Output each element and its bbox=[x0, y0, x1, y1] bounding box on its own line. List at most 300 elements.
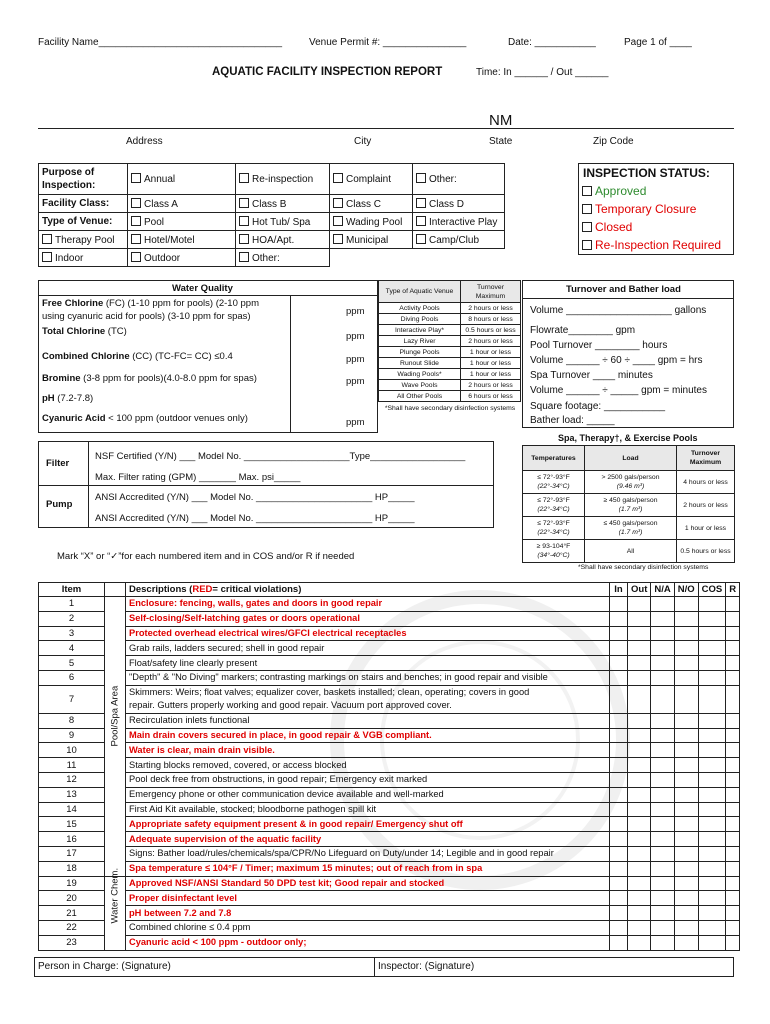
checkbox-icon[interactable] bbox=[131, 216, 141, 226]
water-quality-title: Water Quality bbox=[172, 283, 233, 294]
item-description: Adequate supervision of the aquatic facility bbox=[126, 832, 610, 847]
mark-in-cell[interactable] bbox=[610, 891, 628, 906]
mark-r-cell[interactable] bbox=[726, 685, 740, 713]
mark-no-cell[interactable] bbox=[674, 891, 698, 906]
bromine-ppm[interactable]: ppm bbox=[346, 376, 365, 387]
status-approved[interactable]: Approved bbox=[582, 184, 646, 198]
pump-label: Pump bbox=[46, 499, 73, 510]
bather-load-header-line bbox=[522, 298, 734, 299]
mark-out-cell[interactable] bbox=[628, 758, 651, 773]
item-number: 11 bbox=[39, 758, 105, 773]
turnover-table bbox=[378, 280, 522, 414]
mark-na-cell[interactable] bbox=[651, 772, 674, 787]
item-description: Signs: Bather load/rules/chemicals/spa/CPR/No Lifeguard on Duty/under 14; Legible and in good repair bbox=[126, 846, 610, 861]
status-temporary-closure[interactable]: Temporary Closure bbox=[582, 202, 696, 216]
turnover-col-venue: Type of Aquatic Venue bbox=[379, 281, 461, 303]
checklist-row bbox=[39, 743, 740, 758]
checkbox-icon[interactable] bbox=[239, 234, 249, 244]
spa-turnover-field[interactable]: Spa Turnover ____ minutes bbox=[530, 370, 653, 381]
reinspection-option[interactable]: Re-inspection bbox=[236, 164, 330, 195]
mark-r-cell[interactable] bbox=[726, 817, 740, 832]
checkbox-icon[interactable] bbox=[416, 234, 426, 244]
checklist-row bbox=[39, 832, 740, 847]
class-a-option[interactable]: Class A bbox=[128, 195, 236, 213]
item-number: 13 bbox=[39, 787, 105, 802]
checklist-row bbox=[39, 772, 740, 787]
mark-out-cell[interactable] bbox=[628, 802, 651, 817]
status-reinspection-required[interactable]: Re-Inspection Required bbox=[582, 238, 721, 252]
mark-cos-cell[interactable] bbox=[698, 685, 726, 713]
mark-in-cell[interactable] bbox=[610, 876, 628, 891]
purpose-grid bbox=[38, 163, 505, 267]
mark-cos-cell[interactable] bbox=[698, 597, 726, 612]
mark-out-cell[interactable] bbox=[628, 713, 651, 728]
mark-in-cell[interactable] bbox=[610, 817, 628, 832]
mark-in-cell[interactable] bbox=[610, 906, 628, 921]
mark-no-cell[interactable] bbox=[674, 641, 698, 656]
cos-header: COS bbox=[698, 583, 726, 597]
spa-temp-cell: ≥ 93-104°F (34°-40°C) bbox=[523, 540, 585, 563]
checkbox-icon[interactable] bbox=[131, 198, 141, 208]
out-header: Out bbox=[628, 583, 651, 597]
class-b-option[interactable]: Class B bbox=[236, 195, 330, 213]
mark-no-cell[interactable] bbox=[674, 906, 698, 921]
mark-cos-cell[interactable] bbox=[698, 626, 726, 641]
mark-cos-cell[interactable] bbox=[698, 670, 726, 685]
annual-option[interactable]: Annual bbox=[128, 164, 236, 195]
mark-na-cell[interactable] bbox=[651, 611, 674, 626]
checkbox-icon[interactable] bbox=[416, 198, 426, 208]
item-description: Recirculation inlets functional bbox=[126, 713, 610, 728]
mark-cos-cell[interactable] bbox=[698, 906, 726, 921]
spa-row bbox=[523, 540, 735, 563]
checklist-row bbox=[39, 861, 740, 876]
mark-in-cell[interactable] bbox=[610, 670, 628, 685]
mark-no-cell[interactable] bbox=[674, 728, 698, 743]
mark-r-cell[interactable] bbox=[726, 641, 740, 656]
facility-class-label: Facility Class: bbox=[39, 195, 128, 213]
turnover-max-cell: 1 hour or less bbox=[461, 369, 521, 380]
mark-out-cell[interactable] bbox=[628, 685, 651, 713]
pump-2-field[interactable]: ANSI Accredited (Y/N) ___ Model No. ______________________ HP_____ bbox=[95, 513, 415, 524]
purpose-label: Purpose of Inspection: bbox=[39, 164, 128, 195]
interactive-play-option[interactable]: Interactive Play bbox=[413, 213, 505, 231]
spa-turnover-calc[interactable]: Volume ______ ÷ _____ gpm = minutes bbox=[530, 385, 707, 396]
turnover-venue-cell: Activity Pools bbox=[379, 303, 461, 314]
mark-cos-cell[interactable] bbox=[698, 861, 726, 876]
item-number: 8 bbox=[39, 713, 105, 728]
mark-out-cell[interactable] bbox=[628, 626, 651, 641]
date-field[interactable]: Date: ___________ bbox=[508, 37, 596, 48]
spa-turnover-cell: 1 hour or less bbox=[677, 517, 735, 540]
spa-load-cell: > 2500 gals/person (9.46 m³) bbox=[585, 471, 677, 494]
mark-cos-cell[interactable] bbox=[698, 817, 726, 832]
mark-no-cell[interactable] bbox=[674, 935, 698, 950]
checklist-row bbox=[39, 641, 740, 656]
mark-na-cell[interactable] bbox=[651, 906, 674, 921]
checkbox-icon[interactable] bbox=[333, 173, 343, 183]
mark-cos-cell[interactable] bbox=[698, 876, 726, 891]
filter-pump-mid-line bbox=[38, 485, 494, 486]
total-chlorine-ppm[interactable]: ppm bbox=[346, 331, 365, 342]
turnover-max-cell: 8 hours or less bbox=[461, 314, 521, 325]
instructions-text: Mark “X” or “✓”for each numbered item and in COS and/or R if needed bbox=[57, 551, 355, 562]
mark-out-cell[interactable] bbox=[628, 611, 651, 626]
mark-no-cell[interactable] bbox=[674, 685, 698, 713]
turnover-max-cell: 2 hours or less bbox=[461, 336, 521, 347]
mark-cos-cell[interactable] bbox=[698, 656, 726, 671]
mark-out-cell[interactable] bbox=[628, 670, 651, 685]
mark-r-cell[interactable] bbox=[726, 846, 740, 861]
mark-out-cell[interactable] bbox=[628, 891, 651, 906]
mark-cos-cell[interactable] bbox=[698, 935, 726, 950]
checkbox-icon[interactable] bbox=[333, 198, 343, 208]
therapy-pool-option[interactable]: Therapy Pool bbox=[39, 231, 128, 249]
volume-field[interactable]: Volume ___________________ gallons bbox=[530, 305, 707, 316]
hoa-apt-option[interactable]: HOA/Apt. bbox=[236, 231, 330, 249]
checkbox-icon[interactable] bbox=[582, 222, 592, 232]
mark-in-cell[interactable] bbox=[610, 743, 628, 758]
mark-out-cell[interactable] bbox=[628, 817, 651, 832]
mark-cos-cell[interactable] bbox=[698, 920, 726, 935]
item-description: Self-closing/Self-latching gates or doors operational bbox=[126, 611, 610, 626]
checklist-row bbox=[39, 597, 740, 612]
turnover-venue-cell: Runout Slide bbox=[379, 358, 461, 369]
turnover-row bbox=[379, 358, 521, 369]
mark-r-cell[interactable] bbox=[726, 758, 740, 773]
description-header: Descriptions (RED= critical violations) bbox=[126, 583, 610, 597]
mark-na-cell[interactable] bbox=[651, 876, 674, 891]
mark-na-cell[interactable] bbox=[651, 802, 674, 817]
item-description: Float/safety line clearly present bbox=[126, 656, 610, 671]
filter-nsf-field[interactable]: NSF Certified (Y/N) ___ Model No. ____________________Type__________________ bbox=[95, 451, 466, 462]
turnover-row bbox=[379, 303, 521, 314]
mark-no-cell[interactable] bbox=[674, 876, 698, 891]
checklist-row bbox=[39, 626, 740, 641]
mark-r-cell[interactable] bbox=[726, 713, 740, 728]
spa-temp-cell: ≤ 72°-93°F (22°-34°C) bbox=[523, 471, 585, 494]
complaint-option[interactable]: Complaint bbox=[330, 164, 413, 195]
mark-in-cell[interactable] bbox=[610, 713, 628, 728]
item-number: 17 bbox=[39, 846, 105, 861]
mark-na-cell[interactable] bbox=[651, 597, 674, 612]
mark-r-cell[interactable] bbox=[726, 891, 740, 906]
mark-no-cell[interactable] bbox=[674, 832, 698, 847]
checklist-row bbox=[39, 685, 740, 713]
mark-r-cell[interactable] bbox=[726, 670, 740, 685]
turnover-venue-cell: Lazy River bbox=[379, 336, 461, 347]
cyanuric-acid-label: Cyanuric Acid < 100 ppm (outdoor venues only) bbox=[42, 413, 248, 424]
turnover-max-cell: 1 hour or less bbox=[461, 358, 521, 369]
mark-r-cell[interactable] bbox=[726, 626, 740, 641]
mark-in-cell[interactable] bbox=[610, 832, 628, 847]
mark-in-cell[interactable] bbox=[610, 685, 628, 713]
mark-cos-cell[interactable] bbox=[698, 728, 726, 743]
mark-no-cell[interactable] bbox=[674, 713, 698, 728]
mark-in-cell[interactable] bbox=[610, 641, 628, 656]
cyanuric-acid-ppm[interactable]: ppm bbox=[346, 417, 365, 428]
mark-cos-cell[interactable] bbox=[698, 611, 726, 626]
hot-tub-option[interactable]: Hot Tub/ Spa bbox=[236, 213, 330, 231]
mark-cos-cell[interactable] bbox=[698, 772, 726, 787]
mark-na-cell[interactable] bbox=[651, 861, 674, 876]
mark-r-cell[interactable] bbox=[726, 743, 740, 758]
combined-chlorine-ppm[interactable]: ppm bbox=[346, 354, 365, 365]
turnover-venue-cell: Wading Pools* bbox=[379, 369, 461, 380]
item-number: 15 bbox=[39, 817, 105, 832]
mark-out-cell[interactable] bbox=[628, 787, 651, 802]
mark-na-cell[interactable] bbox=[651, 846, 674, 861]
checkbox-icon[interactable] bbox=[42, 252, 52, 262]
mark-na-cell[interactable] bbox=[651, 817, 674, 832]
checkbox-icon[interactable] bbox=[416, 173, 426, 183]
camp-club-option[interactable]: Camp/Club bbox=[413, 231, 505, 249]
mark-na-cell[interactable] bbox=[651, 891, 674, 906]
mark-out-cell[interactable] bbox=[628, 935, 651, 950]
mark-no-cell[interactable] bbox=[674, 611, 698, 626]
item-number: 4 bbox=[39, 641, 105, 656]
mark-r-cell[interactable] bbox=[726, 935, 740, 950]
checkbox-icon[interactable] bbox=[333, 234, 343, 244]
turnover-max-cell: 6 hours or less bbox=[461, 391, 521, 402]
mark-cos-cell[interactable] bbox=[698, 743, 726, 758]
mark-out-cell[interactable] bbox=[628, 846, 651, 861]
turnover-max-cell: 0.5 hours or less bbox=[461, 325, 521, 336]
checklist-table bbox=[38, 582, 740, 951]
turnover-row bbox=[379, 391, 521, 402]
mark-no-cell[interactable] bbox=[674, 743, 698, 758]
mark-in-cell[interactable] bbox=[610, 758, 628, 773]
mark-na-cell[interactable] bbox=[651, 656, 674, 671]
mark-out-cell[interactable] bbox=[628, 743, 651, 758]
class-d-option[interactable]: Class D bbox=[413, 195, 505, 213]
turnover-row bbox=[379, 347, 521, 358]
mark-out-cell[interactable] bbox=[628, 656, 651, 671]
item-description: Grab rails, ladders secured; shell in good repair bbox=[126, 641, 610, 656]
mark-no-cell[interactable] bbox=[674, 626, 698, 641]
mark-r-cell[interactable] bbox=[726, 906, 740, 921]
mark-no-cell[interactable] bbox=[674, 861, 698, 876]
person-in-charge-signature[interactable]: Person in Charge: (Signature) bbox=[38, 961, 171, 972]
turnover-note: *Shall have secondary disinfection systems bbox=[384, 405, 516, 412]
facility-name-field[interactable]: Facility Name_________________________________ bbox=[38, 37, 283, 48]
mark-no-cell[interactable] bbox=[674, 817, 698, 832]
outdoor-option[interactable]: Outdoor bbox=[128, 249, 236, 267]
mark-cos-cell[interactable] bbox=[698, 758, 726, 773]
pump-1-field[interactable]: ANSI Accredited (Y/N) ___ Model No. ______________________ HP_____ bbox=[95, 492, 415, 503]
mark-na-cell[interactable] bbox=[651, 670, 674, 685]
turnover-venue-cell: All Other Pools bbox=[379, 391, 461, 402]
mark-in-cell[interactable] bbox=[610, 728, 628, 743]
mark-na-cell[interactable] bbox=[651, 935, 674, 950]
mark-r-cell[interactable] bbox=[726, 611, 740, 626]
mark-r-cell[interactable] bbox=[726, 861, 740, 876]
mark-in-cell[interactable] bbox=[610, 920, 628, 935]
mark-no-cell[interactable] bbox=[674, 802, 698, 817]
spa-turnover-cell: 4 hours or less bbox=[677, 471, 735, 494]
mark-no-cell[interactable] bbox=[674, 787, 698, 802]
item-number: 7 bbox=[39, 685, 105, 713]
mark-out-cell[interactable] bbox=[628, 832, 651, 847]
item-number: 2 bbox=[39, 611, 105, 626]
mark-no-cell[interactable] bbox=[674, 846, 698, 861]
mark-r-cell[interactable] bbox=[726, 728, 740, 743]
flowrate-field[interactable]: Flowrate________ gpm bbox=[530, 325, 636, 336]
mark-no-cell[interactable] bbox=[674, 597, 698, 612]
mark-out-cell[interactable] bbox=[628, 906, 651, 921]
item-description: Starting blocks removed, covered, or access blocked bbox=[126, 758, 610, 773]
mark-na-cell[interactable] bbox=[651, 787, 674, 802]
checkbox-icon[interactable] bbox=[239, 252, 249, 262]
group-water-chem: Water Chem. bbox=[105, 876, 126, 950]
mark-no-cell[interactable] bbox=[674, 670, 698, 685]
mark-cos-cell[interactable] bbox=[698, 787, 726, 802]
mark-in-cell[interactable] bbox=[610, 597, 628, 612]
mark-in-cell[interactable] bbox=[610, 772, 628, 787]
mark-cos-cell[interactable] bbox=[698, 802, 726, 817]
item-description: Spa temperature ≤ 104°F / Timer; maximum 15 minutes; out of reach from in spa bbox=[126, 861, 610, 876]
checklist-row bbox=[39, 670, 740, 685]
mark-r-cell[interactable] bbox=[726, 876, 740, 891]
inspection-status-title: INSPECTION STATUS: bbox=[583, 166, 710, 180]
indoor-option[interactable]: Indoor bbox=[39, 249, 128, 267]
status-closed[interactable]: Closed bbox=[582, 220, 632, 234]
checklist-row bbox=[39, 846, 740, 861]
mark-r-cell[interactable] bbox=[726, 802, 740, 817]
pool-option[interactable]: Pool bbox=[128, 213, 236, 231]
item-number: 19 bbox=[39, 876, 105, 891]
checkbox-icon[interactable] bbox=[333, 216, 343, 226]
other-purpose-option[interactable]: Other: bbox=[413, 164, 505, 195]
mark-in-cell[interactable] bbox=[610, 861, 628, 876]
mark-no-cell[interactable] bbox=[674, 758, 698, 773]
item-description: Enclosure: fencing, walls, gates and doors in good repair bbox=[126, 597, 610, 612]
mark-in-cell[interactable] bbox=[610, 802, 628, 817]
mark-na-cell[interactable] bbox=[651, 832, 674, 847]
zip-label: Zip Code bbox=[593, 136, 634, 147]
mark-na-cell[interactable] bbox=[651, 920, 674, 935]
spa-row bbox=[523, 471, 735, 494]
item-number: 21 bbox=[39, 906, 105, 921]
mark-in-cell[interactable] bbox=[610, 656, 628, 671]
checkbox-icon[interactable] bbox=[582, 204, 592, 214]
checklist-row bbox=[39, 935, 740, 950]
mark-in-cell[interactable] bbox=[610, 787, 628, 802]
mark-no-cell[interactable] bbox=[674, 920, 698, 935]
mark-out-cell[interactable] bbox=[628, 597, 651, 612]
city-label: City bbox=[354, 136, 372, 147]
mark-cos-cell[interactable] bbox=[698, 846, 726, 861]
inspector-signature[interactable]: Inspector: (Signature) bbox=[378, 961, 475, 972]
item-number: 10 bbox=[39, 743, 105, 758]
mark-no-cell[interactable] bbox=[674, 772, 698, 787]
checkbox-icon[interactable] bbox=[239, 173, 249, 183]
mark-cos-cell[interactable] bbox=[698, 641, 726, 656]
checkbox-icon[interactable] bbox=[42, 234, 52, 244]
checkbox-icon[interactable] bbox=[416, 216, 426, 226]
turnover-row bbox=[379, 380, 521, 391]
mark-in-cell[interactable] bbox=[610, 626, 628, 641]
filter-rating-field[interactable]: Max. Filter rating (GPM) _______ Max. psi_____ bbox=[95, 472, 301, 483]
turnover-row bbox=[379, 336, 521, 347]
mark-out-cell[interactable] bbox=[628, 728, 651, 743]
municipal-option[interactable]: Municipal bbox=[330, 231, 413, 249]
item-description: pH between 7.2 and 7.8 bbox=[126, 906, 610, 921]
checkbox-icon[interactable] bbox=[131, 173, 141, 183]
mark-in-cell[interactable] bbox=[610, 846, 628, 861]
checkbox-icon[interactable] bbox=[239, 216, 249, 226]
item-number: 6 bbox=[39, 670, 105, 685]
time-field[interactable]: Time: In ______ / Out ______ bbox=[476, 67, 609, 78]
checkbox-icon[interactable] bbox=[582, 186, 592, 196]
bather-load-field[interactable]: Bather load: _____ bbox=[530, 415, 615, 426]
spa-row bbox=[523, 517, 735, 540]
mark-r-cell[interactable] bbox=[726, 656, 740, 671]
signature-divider bbox=[374, 957, 375, 977]
checkbox-icon[interactable] bbox=[131, 234, 141, 244]
mark-in-cell[interactable] bbox=[610, 611, 628, 626]
mark-out-cell[interactable] bbox=[628, 861, 651, 876]
mark-r-cell[interactable] bbox=[726, 787, 740, 802]
mark-na-cell[interactable] bbox=[651, 713, 674, 728]
checklist-row bbox=[39, 920, 740, 935]
spa-load-cell: ≤ 450 gals/person (1.7 m³) bbox=[585, 517, 677, 540]
mark-out-cell[interactable] bbox=[628, 876, 651, 891]
checkbox-icon[interactable] bbox=[131, 252, 141, 262]
spa-temp-cell: ≤ 72°-93°F (22°-34°C) bbox=[523, 494, 585, 517]
checkbox-icon[interactable] bbox=[582, 240, 592, 250]
venue-permit-field[interactable]: Venue Permit #: _______________ bbox=[309, 37, 467, 48]
mark-r-cell[interactable] bbox=[726, 772, 740, 787]
hotel-motel-option[interactable]: Hotel/Motel bbox=[128, 231, 236, 249]
checkbox-icon[interactable] bbox=[239, 198, 249, 208]
mark-r-cell[interactable] bbox=[726, 597, 740, 612]
mark-na-cell[interactable] bbox=[651, 626, 674, 641]
checklist-row bbox=[39, 611, 740, 626]
mark-cos-cell[interactable] bbox=[698, 832, 726, 847]
mark-na-cell[interactable] bbox=[651, 758, 674, 773]
water-quality-divider bbox=[290, 295, 291, 433]
checklist-row bbox=[39, 891, 740, 906]
spa-col-load: Load bbox=[585, 446, 677, 471]
mark-out-cell[interactable] bbox=[628, 641, 651, 656]
combined-chlorine-label: Combined Chlorine (CC) (TC-FC= CC) ≤0.4 bbox=[42, 351, 233, 362]
mark-na-cell[interactable] bbox=[651, 685, 674, 713]
turnover-venue-cell: Diving Pools bbox=[379, 314, 461, 325]
mark-na-cell[interactable] bbox=[651, 641, 674, 656]
address-line[interactable] bbox=[38, 128, 734, 129]
mark-cos-cell[interactable] bbox=[698, 713, 726, 728]
mark-r-cell[interactable] bbox=[726, 920, 740, 935]
mark-na-cell[interactable] bbox=[651, 728, 674, 743]
mark-no-cell[interactable] bbox=[674, 656, 698, 671]
mark-na-cell[interactable] bbox=[651, 743, 674, 758]
mark-out-cell[interactable] bbox=[628, 920, 651, 935]
class-c-option[interactable]: Class C bbox=[330, 195, 413, 213]
mark-in-cell[interactable] bbox=[610, 935, 628, 950]
pool-turnover-calc[interactable]: Volume ______ ÷ 60 ÷ ____ gpm = hrs bbox=[530, 355, 703, 366]
mark-out-cell[interactable] bbox=[628, 772, 651, 787]
state-value: NM bbox=[489, 112, 513, 129]
total-chlorine-label: Total Chlorine (TC) bbox=[42, 326, 127, 337]
mark-r-cell[interactable] bbox=[726, 832, 740, 847]
square-footage-field[interactable]: Square footage: ___________ bbox=[530, 401, 666, 412]
pool-turnover-field[interactable]: Pool Turnover ________ hours bbox=[530, 340, 668, 351]
free-chlorine-ppm[interactable]: ppm bbox=[346, 306, 365, 317]
wading-pool-option[interactable]: Wading Pool bbox=[330, 213, 413, 231]
mark-cos-cell[interactable] bbox=[698, 891, 726, 906]
other-venue-option[interactable]: Other: bbox=[236, 249, 330, 267]
